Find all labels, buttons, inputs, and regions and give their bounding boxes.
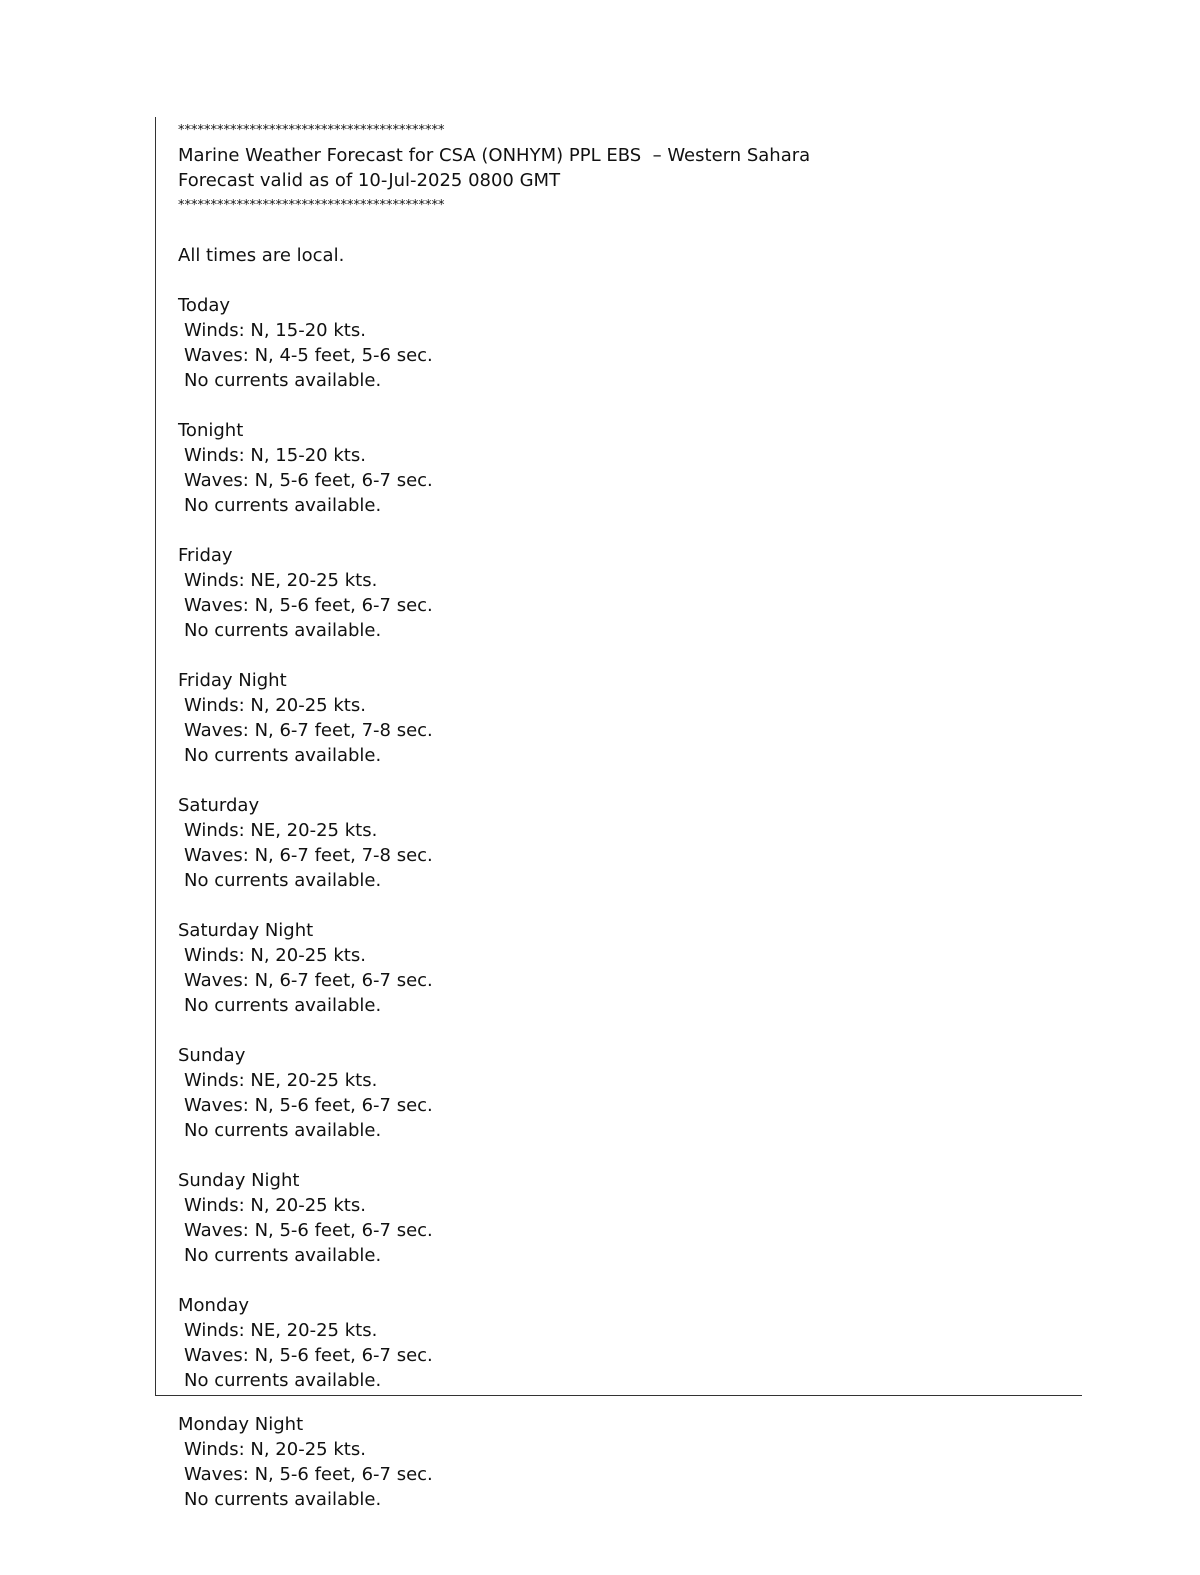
- forecast-valid-time: Forecast valid as of 10-Jul-2025 0800 GMT: [178, 170, 561, 191]
- period-tonight: [178, 418, 1058, 518]
- period-winds: Winds: NE, 20-25 kts.: [184, 570, 378, 591]
- period-winds: Winds: N, 20-25 kts.: [184, 1439, 366, 1460]
- period-currents: No currents available.: [184, 870, 382, 891]
- period-currents: No currents available.: [184, 370, 382, 391]
- period-winds: Winds: N, 20-25 kts.: [184, 945, 366, 966]
- forecast-content: [178, 118, 1058, 1393]
- period-name: Tonight: [178, 420, 244, 441]
- period-currents: No currents available.: [184, 1245, 382, 1266]
- period-currents: No currents available.: [184, 495, 382, 516]
- period-waves: Waves: N, 4-5 feet, 5-6 sec.: [184, 345, 433, 366]
- left-border-line: [155, 117, 156, 1396]
- period-winds: Winds: N, 15-20 kts.: [184, 445, 366, 466]
- period-today: [178, 293, 1058, 393]
- period-monday: [178, 1293, 1058, 1393]
- forecast-content-continued: [178, 1412, 1058, 1512]
- period-name: Sunday: [178, 1045, 246, 1066]
- period-currents: No currents available.: [184, 995, 382, 1016]
- bottom-border-line: [155, 1395, 1082, 1396]
- period-name: Friday: [178, 545, 233, 566]
- period-saturday-night: [178, 918, 1058, 1018]
- time-note: All times are local.: [178, 245, 345, 266]
- header-stars-top: *****************************************: [178, 123, 445, 138]
- period-currents: No currents available.: [184, 620, 382, 641]
- period-currents: No currents available.: [184, 745, 382, 766]
- period-friday-night: [178, 668, 1058, 768]
- period-winds: Winds: N, 15-20 kts.: [184, 320, 366, 341]
- period-winds: Winds: N, 20-25 kts.: [184, 1195, 366, 1216]
- forecast-title: Marine Weather Forecast for CSA (ONHYM) PPL EBS – Western Sahara: [178, 145, 811, 166]
- period-waves: Waves: N, 5-6 feet, 6-7 sec.: [184, 1220, 433, 1241]
- header-stars-bottom: *****************************************: [178, 198, 445, 213]
- period-waves: Waves: N, 5-6 feet, 6-7 sec.: [184, 470, 433, 491]
- period-winds: Winds: N, 20-25 kts.: [184, 695, 366, 716]
- period-friday: [178, 543, 1058, 643]
- period-waves: Waves: N, 6-7 feet, 6-7 sec.: [184, 970, 433, 991]
- period-sunday: [178, 1043, 1058, 1143]
- period-waves: Waves: N, 5-6 feet, 6-7 sec.: [184, 595, 433, 616]
- period-name: Today: [178, 295, 231, 316]
- period-name: Saturday: [178, 795, 260, 816]
- period-name: Monday Night: [178, 1414, 304, 1435]
- period-waves: Waves: N, 5-6 feet, 6-7 sec.: [184, 1464, 433, 1485]
- period-currents: No currents available.: [184, 1489, 382, 1510]
- period-currents: No currents available.: [184, 1370, 382, 1391]
- period-winds: Winds: NE, 20-25 kts.: [184, 820, 378, 841]
- period-name: Friday Night: [178, 670, 287, 691]
- period-waves: Waves: N, 6-7 feet, 7-8 sec.: [184, 845, 433, 866]
- period-sunday-night: [178, 1168, 1058, 1268]
- period-monday-night: [178, 1412, 1058, 1512]
- period-name: Monday: [178, 1295, 250, 1316]
- period-name: Sunday Night: [178, 1170, 300, 1191]
- period-winds: Winds: NE, 20-25 kts.: [184, 1070, 378, 1091]
- period-winds: Winds: NE, 20-25 kts.: [184, 1320, 378, 1341]
- period-name: Saturday Night: [178, 920, 314, 941]
- period-currents: No currents available.: [184, 1120, 382, 1141]
- period-saturday: [178, 793, 1058, 893]
- period-waves: Waves: N, 5-6 feet, 6-7 sec.: [184, 1345, 433, 1366]
- period-waves: Waves: N, 5-6 feet, 6-7 sec.: [184, 1095, 433, 1116]
- period-waves: Waves: N, 6-7 feet, 7-8 sec.: [184, 720, 433, 741]
